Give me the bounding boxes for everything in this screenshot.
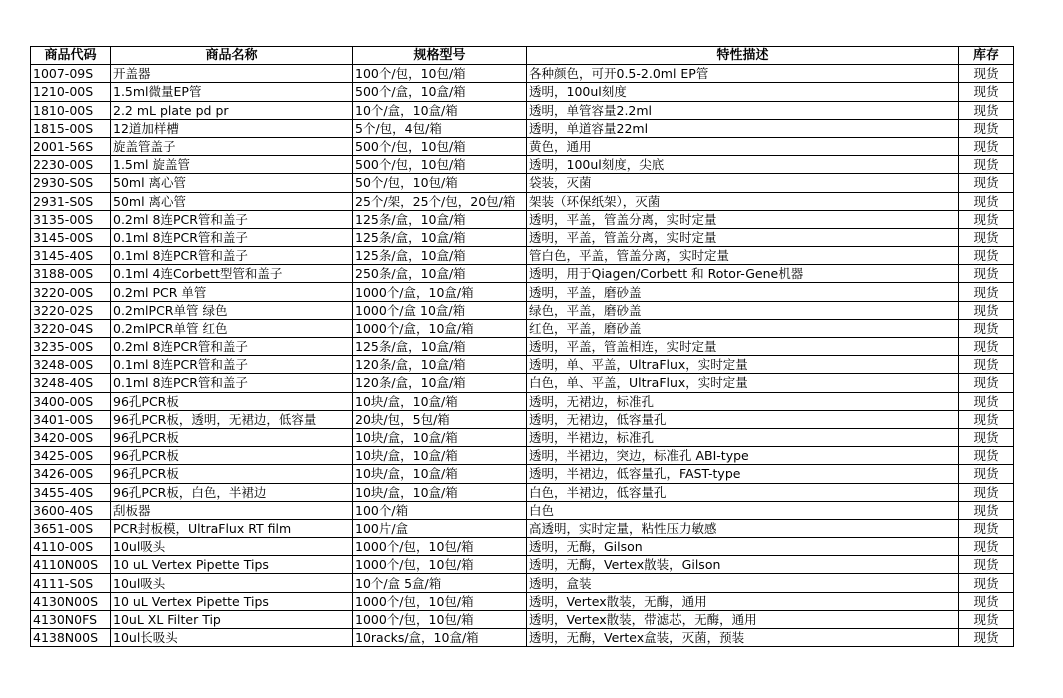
stock-cell[interactable]: 现货	[959, 410, 1014, 428]
table-row	[31, 374, 1014, 392]
stock-cell[interactable]: 现货	[959, 356, 1014, 374]
header-description[interactable]: 特性描述	[527, 47, 959, 65]
name-cell[interactable]: 96孔PCR板，白色，半裙边	[111, 483, 353, 501]
spec-cell[interactable]: 500个/盒，10盒/箱	[353, 83, 527, 101]
code-cell[interactable]: 2931-S0S	[31, 192, 111, 210]
description-cell[interactable]: 透明，Vertex散装，无酶，通用	[527, 592, 959, 610]
description-cell[interactable]: 黄色，通用	[527, 137, 959, 155]
name-cell[interactable]: 0.1ml 8连PCR管和盖子	[111, 374, 353, 392]
description-cell[interactable]: 各种颜色，可开0.5-2.0ml EP管	[527, 65, 959, 83]
name-cell[interactable]: 1.5ml 旋盖管	[111, 156, 353, 174]
stock-cell[interactable]: 现货	[959, 247, 1014, 265]
code-cell[interactable]: 4130N00S	[31, 592, 111, 610]
table-row	[31, 265, 1014, 283]
table-row	[31, 519, 1014, 537]
stock-cell[interactable]: 现货	[959, 538, 1014, 556]
spec-cell[interactable]: 10块/盒，10盒/箱	[353, 392, 527, 410]
description-cell[interactable]: 透明，单管容量2.2ml	[527, 101, 959, 119]
stock-cell[interactable]: 现货	[959, 119, 1014, 137]
table-row	[31, 392, 1014, 410]
code-cell[interactable]: 2230-00S	[31, 156, 111, 174]
stock-cell[interactable]: 现货	[959, 301, 1014, 319]
header-name[interactable]: 商品名称	[111, 47, 353, 65]
code-cell[interactable]: 4130N0FS	[31, 610, 111, 628]
description-cell[interactable]: 白色	[527, 501, 959, 519]
stock-cell[interactable]: 现货	[959, 465, 1014, 483]
stock-cell[interactable]: 现货	[959, 374, 1014, 392]
code-cell[interactable]: 3248-00S	[31, 356, 111, 374]
stock-cell[interactable]: 现货	[959, 392, 1014, 410]
code-cell[interactable]: 3235-00S	[31, 338, 111, 356]
code-cell[interactable]: 1815-00S	[31, 119, 111, 137]
description-cell[interactable]: 白色，单、平盖，UltraFlux，实时定量	[527, 374, 959, 392]
name-cell[interactable]: 96孔PCR板	[111, 392, 353, 410]
header-stock[interactable]: 库存	[959, 47, 1014, 65]
stock-cell[interactable]: 现货	[959, 338, 1014, 356]
description-cell[interactable]: 透明，单、平盖，UltraFlux，实时定量	[527, 356, 959, 374]
spec-cell[interactable]: 10racks/盒，10盒/箱	[353, 629, 527, 647]
stock-cell[interactable]: 现货	[959, 83, 1014, 101]
header-spec[interactable]: 规格型号	[353, 47, 527, 65]
name-cell[interactable]: 2.2 mL plate pd pr	[111, 101, 353, 119]
table-row	[31, 610, 1014, 628]
description-cell[interactable]: 透明，平盖，磨砂盖	[527, 283, 959, 301]
description-cell[interactable]: 透明，半裙边，低容量孔，FAST-type	[527, 465, 959, 483]
stock-cell[interactable]: 现货	[959, 228, 1014, 246]
spec-cell[interactable]: 10个/盒，10盒/箱	[353, 101, 527, 119]
table-row	[31, 556, 1014, 574]
table-row	[31, 447, 1014, 465]
spec-cell[interactable]: 1000个/包，10包/箱	[353, 592, 527, 610]
description-cell[interactable]: 透明，平盖，管盖相连，实时定量	[527, 338, 959, 356]
spec-cell[interactable]: 10块/盒，10盒/箱	[353, 428, 527, 446]
name-cell[interactable]: 96孔PCR板	[111, 428, 353, 446]
code-cell[interactable]: 4110N00S	[31, 556, 111, 574]
spec-cell[interactable]: 10块/盒，10盒/箱	[353, 447, 527, 465]
table-row	[31, 592, 1014, 610]
spec-cell[interactable]: 125条/盒，10盒/箱	[353, 247, 527, 265]
name-cell[interactable]: PCR封板模，UltraFlux RT film	[111, 519, 353, 537]
description-cell[interactable]: 透明，无裙边，标准孔	[527, 392, 959, 410]
spec-cell[interactable]: 100个/箱	[353, 501, 527, 519]
table-row	[31, 156, 1014, 174]
spec-cell[interactable]: 125条/盒，10盒/箱	[353, 338, 527, 356]
code-cell[interactable]: 3188-00S	[31, 265, 111, 283]
table-row	[31, 247, 1014, 265]
name-cell[interactable]: 10 uL Vertex Pipette Tips	[111, 592, 353, 610]
name-cell[interactable]: 0.2mlPCR单管 绿色	[111, 301, 353, 319]
description-cell[interactable]: 透明，半裙边，标准孔	[527, 428, 959, 446]
table-row	[31, 428, 1014, 446]
table-row	[31, 410, 1014, 428]
stock-cell[interactable]: 现货	[959, 574, 1014, 592]
spec-cell[interactable]: 20块/包，5包/箱	[353, 410, 527, 428]
stock-cell[interactable]: 现货	[959, 319, 1014, 337]
spec-cell[interactable]: 1000个/盒，10盒/箱	[353, 319, 527, 337]
table-row	[31, 338, 1014, 356]
description-cell[interactable]: 透明，平盖，管盖分离，实时定量	[527, 210, 959, 228]
spec-cell[interactable]: 500个/包，10包/箱	[353, 156, 527, 174]
code-cell[interactable]: 3400-00S	[31, 392, 111, 410]
description-cell[interactable]: 透明，平盖，管盖分离，实时定量	[527, 228, 959, 246]
spec-cell[interactable]: 1000个/盒 10盒/箱	[353, 301, 527, 319]
spec-cell[interactable]: 10块/盒，10盒/箱	[353, 483, 527, 501]
stock-cell[interactable]: 现货	[959, 501, 1014, 519]
table-row	[31, 538, 1014, 556]
name-cell[interactable]: 0.2mlPCR单管 红色	[111, 319, 353, 337]
name-cell[interactable]: 0.2ml PCR 单管	[111, 283, 353, 301]
code-cell[interactable]: 3425-00S	[31, 447, 111, 465]
spec-cell[interactable]: 1000个/盒，10盒/箱	[353, 283, 527, 301]
spec-cell[interactable]: 100片/盒	[353, 519, 527, 537]
table-row	[31, 501, 1014, 519]
spec-cell[interactable]: 125条/盒，10盒/箱	[353, 210, 527, 228]
table-row	[31, 283, 1014, 301]
code-cell[interactable]: 3651-00S	[31, 519, 111, 537]
table-row	[31, 629, 1014, 647]
description-cell[interactable]: 透明，盒装	[527, 574, 959, 592]
code-cell[interactable]: 1007-09S	[31, 65, 111, 83]
table-row	[31, 119, 1014, 137]
description-cell[interactable]: 透明，用于Qiagen/Corbett 和 Rotor-Gene机器	[527, 265, 959, 283]
table-row	[31, 574, 1014, 592]
code-cell[interactable]: 3145-00S	[31, 228, 111, 246]
name-cell[interactable]: 旋盖管盖子	[111, 137, 353, 155]
code-cell[interactable]: 3600-40S	[31, 501, 111, 519]
code-cell[interactable]: 3220-00S	[31, 283, 111, 301]
code-cell[interactable]: 4110-00S	[31, 538, 111, 556]
code-cell[interactable]: 3220-04S	[31, 319, 111, 337]
name-cell[interactable]: 开盖器	[111, 65, 353, 83]
name-cell[interactable]: 50ml 离心管	[111, 192, 353, 210]
name-cell[interactable]: 0.1ml 8连PCR管和盖子	[111, 356, 353, 374]
table-row	[31, 192, 1014, 210]
table-row	[31, 65, 1014, 83]
description-cell[interactable]: 白色，半裙边，低容量孔	[527, 483, 959, 501]
name-cell[interactable]: 10 uL Vertex Pipette Tips	[111, 556, 353, 574]
table-row	[31, 210, 1014, 228]
spec-cell[interactable]: 100个/包，10包/箱	[353, 65, 527, 83]
spec-cell[interactable]: 120条/盒，10盒/箱	[353, 374, 527, 392]
name-cell[interactable]: 0.2ml 8连PCR管和盖子	[111, 338, 353, 356]
stock-cell[interactable]: 现货	[959, 556, 1014, 574]
description-cell[interactable]: 透明，Vertex散装，带滤芯，无酶，通用	[527, 610, 959, 628]
header-row	[31, 47, 1014, 65]
stock-cell[interactable]: 现货	[959, 428, 1014, 446]
stock-cell[interactable]: 现货	[959, 65, 1014, 83]
name-cell[interactable]: 10ul吸头	[111, 574, 353, 592]
stock-cell[interactable]: 现货	[959, 629, 1014, 647]
code-cell[interactable]: 4111-S0S	[31, 574, 111, 592]
table-row	[31, 137, 1014, 155]
description-cell[interactable]: 透明，无酶，Gilson	[527, 538, 959, 556]
spec-cell[interactable]: 50个/包，10包/箱	[353, 174, 527, 192]
spec-cell[interactable]: 5个/包，4包/箱	[353, 119, 527, 137]
stock-cell[interactable]: 现货	[959, 447, 1014, 465]
table-row	[31, 101, 1014, 119]
description-cell[interactable]: 袋装，灭菌	[527, 174, 959, 192]
header-code[interactable]: 商品代码	[31, 47, 111, 65]
name-cell[interactable]: 10ul吸头	[111, 538, 353, 556]
spec-cell[interactable]: 1000个/包，10包/箱	[353, 556, 527, 574]
description-cell[interactable]: 红色，平盖，磨砂盖	[527, 319, 959, 337]
product-table	[30, 46, 1014, 647]
name-cell[interactable]: 12道加样槽	[111, 119, 353, 137]
spec-cell[interactable]: 1000个/包，10包/箱	[353, 538, 527, 556]
name-cell[interactable]: 96孔PCR板	[111, 465, 353, 483]
stock-cell[interactable]: 现货	[959, 101, 1014, 119]
code-cell[interactable]: 3401-00S	[31, 410, 111, 428]
code-cell[interactable]: 1210-00S	[31, 83, 111, 101]
name-cell[interactable]: 0.1ml 4连Corbett型管和盖子	[111, 265, 353, 283]
spec-cell[interactable]: 500个/包，10包/箱	[353, 137, 527, 155]
stock-cell[interactable]: 现货	[959, 174, 1014, 192]
name-cell[interactable]: 10ul长吸头	[111, 629, 353, 647]
spec-cell[interactable]: 1000个/包，10包/箱	[353, 610, 527, 628]
name-cell[interactable]: 0.1ml 8连PCR管和盖子	[111, 228, 353, 246]
description-cell[interactable]: 透明，无酶，Vertex散装，Gilson	[527, 556, 959, 574]
code-cell[interactable]: 3426-00S	[31, 465, 111, 483]
stock-cell[interactable]: 现货	[959, 156, 1014, 174]
spec-cell[interactable]: 25个/架，25个/包，20包/箱	[353, 192, 527, 210]
name-cell[interactable]: 刮板器	[111, 501, 353, 519]
description-cell[interactable]: 透明，无酶，Vertex盒装，灭菌，预装	[527, 629, 959, 647]
stock-cell[interactable]: 现货	[959, 137, 1014, 155]
description-cell[interactable]: 绿色，平盖，磨砂盖	[527, 301, 959, 319]
spec-cell[interactable]: 10块/盒，10盒/箱	[353, 465, 527, 483]
name-cell[interactable]: 0.1ml 8连PCR管和盖子	[111, 247, 353, 265]
stock-cell[interactable]: 现货	[959, 610, 1014, 628]
stock-cell[interactable]: 现货	[959, 210, 1014, 228]
name-cell[interactable]: 0.2ml 8连PCR管和盖子	[111, 210, 353, 228]
code-cell[interactable]: 3145-40S	[31, 247, 111, 265]
stock-cell[interactable]: 现货	[959, 283, 1014, 301]
description-cell[interactable]: 透明，无裙边，低容量孔	[527, 410, 959, 428]
table-row	[31, 483, 1014, 501]
code-cell[interactable]: 2001-56S	[31, 137, 111, 155]
name-cell[interactable]: 10uL XL Filter Tip	[111, 610, 353, 628]
code-cell[interactable]: 2930-S0S	[31, 174, 111, 192]
description-cell[interactable]: 高透明，实时定量，粘性压力敏感	[527, 519, 959, 537]
description-cell[interactable]: 透明，100ul刻度，尖底	[527, 156, 959, 174]
spec-cell[interactable]: 250条/盒，10盒/箱	[353, 265, 527, 283]
description-cell[interactable]: 管白色，平盖，管盖分离，实时定量	[527, 247, 959, 265]
table-row	[31, 83, 1014, 101]
table-row	[31, 174, 1014, 192]
description-cell[interactable]: 透明，单道容量22ml	[527, 119, 959, 137]
product-sheet	[30, 46, 1013, 647]
code-cell[interactable]: 3455-40S	[31, 483, 111, 501]
stock-cell[interactable]: 现货	[959, 192, 1014, 210]
code-cell[interactable]: 3135-00S	[31, 210, 111, 228]
table-row	[31, 465, 1014, 483]
code-cell[interactable]: 4138N00S	[31, 629, 111, 647]
table-row	[31, 356, 1014, 374]
code-cell[interactable]: 3220-02S	[31, 301, 111, 319]
table-row	[31, 228, 1014, 246]
name-cell[interactable]: 50ml 离心管	[111, 174, 353, 192]
code-cell[interactable]: 1810-00S	[31, 101, 111, 119]
name-cell[interactable]: 1.5ml微量EP管	[111, 83, 353, 101]
name-cell[interactable]: 96孔PCR板	[111, 447, 353, 465]
spec-cell[interactable]: 125条/盒，10盒/箱	[353, 228, 527, 246]
name-cell[interactable]: 96孔PCR板，透明，无裙边，低容量	[111, 410, 353, 428]
spec-cell[interactable]: 10个/盒 5盒/箱	[353, 574, 527, 592]
description-cell[interactable]: 架装（环保纸架），灭菌	[527, 192, 959, 210]
stock-cell[interactable]: 现货	[959, 483, 1014, 501]
code-cell[interactable]: 3420-00S	[31, 428, 111, 446]
description-cell[interactable]: 透明，100ul刻度	[527, 83, 959, 101]
description-cell[interactable]: 透明，半裙边，突边，标准孔 ABI-type	[527, 447, 959, 465]
code-cell[interactable]: 3248-40S	[31, 374, 111, 392]
stock-cell[interactable]: 现货	[959, 519, 1014, 537]
table-row	[31, 301, 1014, 319]
table-body	[31, 65, 1014, 647]
table-row	[31, 319, 1014, 337]
stock-cell[interactable]: 现货	[959, 265, 1014, 283]
spec-cell[interactable]: 120条/盒，10盒/箱	[353, 356, 527, 374]
stock-cell[interactable]: 现货	[959, 592, 1014, 610]
